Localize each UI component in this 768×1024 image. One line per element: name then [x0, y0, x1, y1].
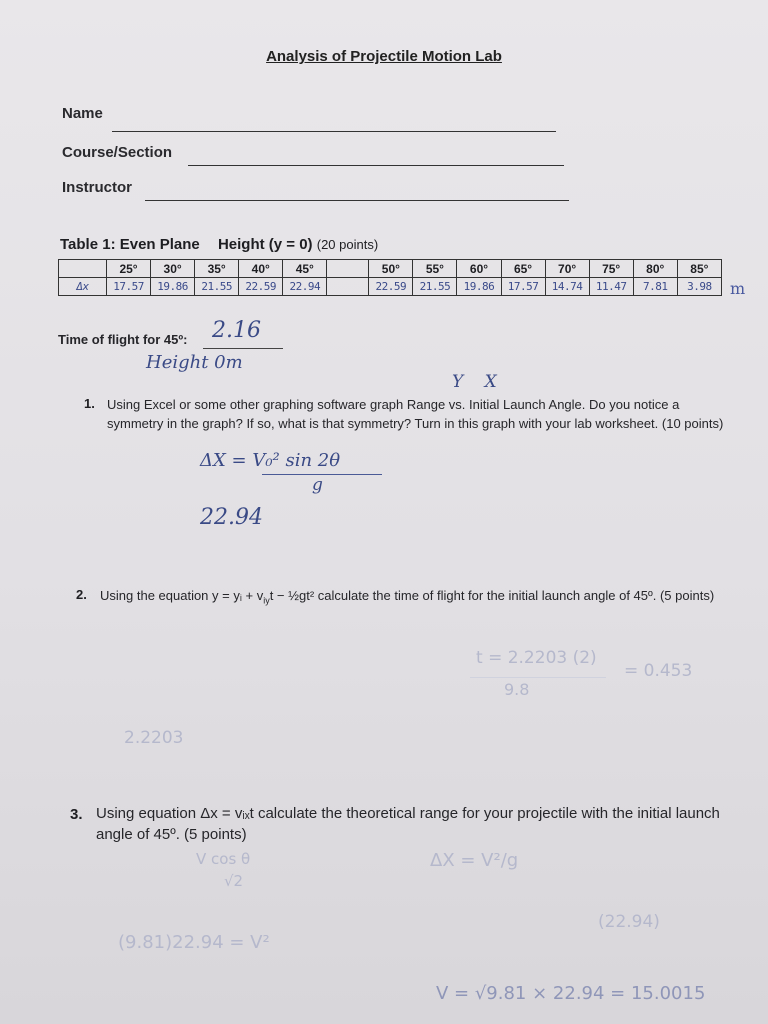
q1-formula: ΔX = V₀² sin 2θ: [200, 450, 341, 471]
range-cell[interactable]: 19.86: [457, 278, 501, 296]
q1-formula-denominator: g: [312, 475, 323, 495]
range-cell[interactable]: 17.57: [107, 278, 151, 296]
angle-cell: 40°: [239, 260, 283, 278]
q1-number: 1.: [84, 396, 95, 411]
q2-text: [100, 586, 728, 611]
angle-cell: 30°: [151, 260, 195, 278]
range-cell[interactable]: 21.55: [413, 278, 457, 296]
table-points: (20 points): [316, 237, 379, 252]
q3-faint-work-2: V cos θ: [196, 850, 251, 868]
angle-cell: 45°: [283, 260, 327, 278]
range-cell[interactable]: 22.94: [283, 278, 327, 296]
course-label: Course/Section: [62, 144, 173, 161]
range-table: [58, 259, 722, 296]
angle-cell: 60°: [457, 260, 501, 278]
q3-faint-work-5: (22.94): [598, 912, 660, 932]
name-label: Name: [62, 105, 103, 122]
table-caption-text: Table 1: Even Plane: [60, 236, 200, 253]
angle-cell: 55°: [413, 260, 457, 278]
q1-axis-marks: Y X: [452, 372, 505, 392]
worksheet-title: Analysis of Projectile Motion Lab: [266, 48, 502, 65]
q2-faint-work-4: 2.2203: [124, 728, 184, 748]
q2-text-c: t − ½gt² calculate the time of flight for the initial launch angle of 45º. (5 points): [269, 588, 715, 603]
range-cell[interactable]: 21.55: [195, 278, 239, 296]
time-of-flight-value[interactable]: 2.16: [212, 318, 261, 343]
angle-cell: 80°: [633, 260, 677, 278]
range-cell[interactable]: 7.81: [633, 278, 677, 296]
range-cell[interactable]: 22.59: [239, 278, 283, 296]
table-caption: [60, 236, 378, 253]
q2-faint-work-1: t = 2.2203 (2): [476, 648, 597, 668]
q1-text: Using Excel or some other graphing software graph Range vs. Initial Launch Angle. Do you notice a symmetry in the graph? If so, what is that symmetry? Turn in this graph with your lab worksheet. (10 points): [107, 397, 724, 431]
instructor-label: Instructor: [62, 179, 133, 196]
q1-answer[interactable]: 22.94: [200, 505, 263, 530]
time-of-flight-line: [203, 348, 283, 349]
q2-faint-fraction-bar: [470, 677, 606, 678]
angle-row: [59, 260, 722, 278]
q3-faint-work-4: (9.81)22.94 = V²: [118, 932, 270, 953]
q2-subscript: iy: [263, 595, 270, 606]
q2-text-a: Using the equation y = yᵢ + v: [100, 588, 264, 603]
range-cell[interactable]: 11.47: [589, 278, 633, 296]
gap-cell: [327, 260, 369, 278]
range-cell[interactable]: 22.59: [369, 278, 413, 296]
q2-faint-work-2: 9.8: [504, 680, 530, 699]
q3-text: Using equation Δx = vᵢₓt calculate the theoretical range for your projectile with the initial launch angle of 45º. (5 points): [96, 805, 720, 843]
q3-number: 3.: [70, 806, 83, 823]
angle-cell: 70°: [545, 260, 589, 278]
range-unit: m: [730, 279, 746, 298]
delta-x-label: Δx: [59, 278, 107, 296]
angle-cell: 75°: [589, 260, 633, 278]
height-note: Height 0m: [146, 352, 243, 373]
range-cell[interactable]: 3.98: [677, 278, 721, 296]
range-cell[interactable]: 14.74: [545, 278, 589, 296]
range-cell[interactable]: 17.57: [501, 278, 545, 296]
time-of-flight-label: Time of flight for 45º:: [58, 332, 188, 347]
angle-cell: 25°: [107, 260, 151, 278]
range-cell[interactable]: 19.86: [151, 278, 195, 296]
angle-cell: 35°: [195, 260, 239, 278]
gap-cell: [327, 278, 369, 296]
q3-final-line[interactable]: V = √9.81 × 22.94 = 15.0015: [436, 983, 706, 1004]
blank-cell: [59, 260, 107, 278]
instructor-line[interactable]: [145, 200, 569, 201]
angle-cell: 85°: [677, 260, 721, 278]
table-height-label: Height (y = 0): [217, 236, 313, 253]
range-row: [59, 278, 722, 296]
name-line[interactable]: [112, 131, 556, 132]
q2-number: 2.: [76, 587, 87, 602]
q2-faint-work-3: = 0.453: [624, 661, 693, 681]
q3-faint-work-1: ΔX = V²/g: [430, 850, 519, 871]
angle-cell: 50°: [369, 260, 413, 278]
course-line[interactable]: [188, 165, 564, 166]
angle-cell: 65°: [501, 260, 545, 278]
q3-faint-work-3: √2: [224, 872, 244, 890]
